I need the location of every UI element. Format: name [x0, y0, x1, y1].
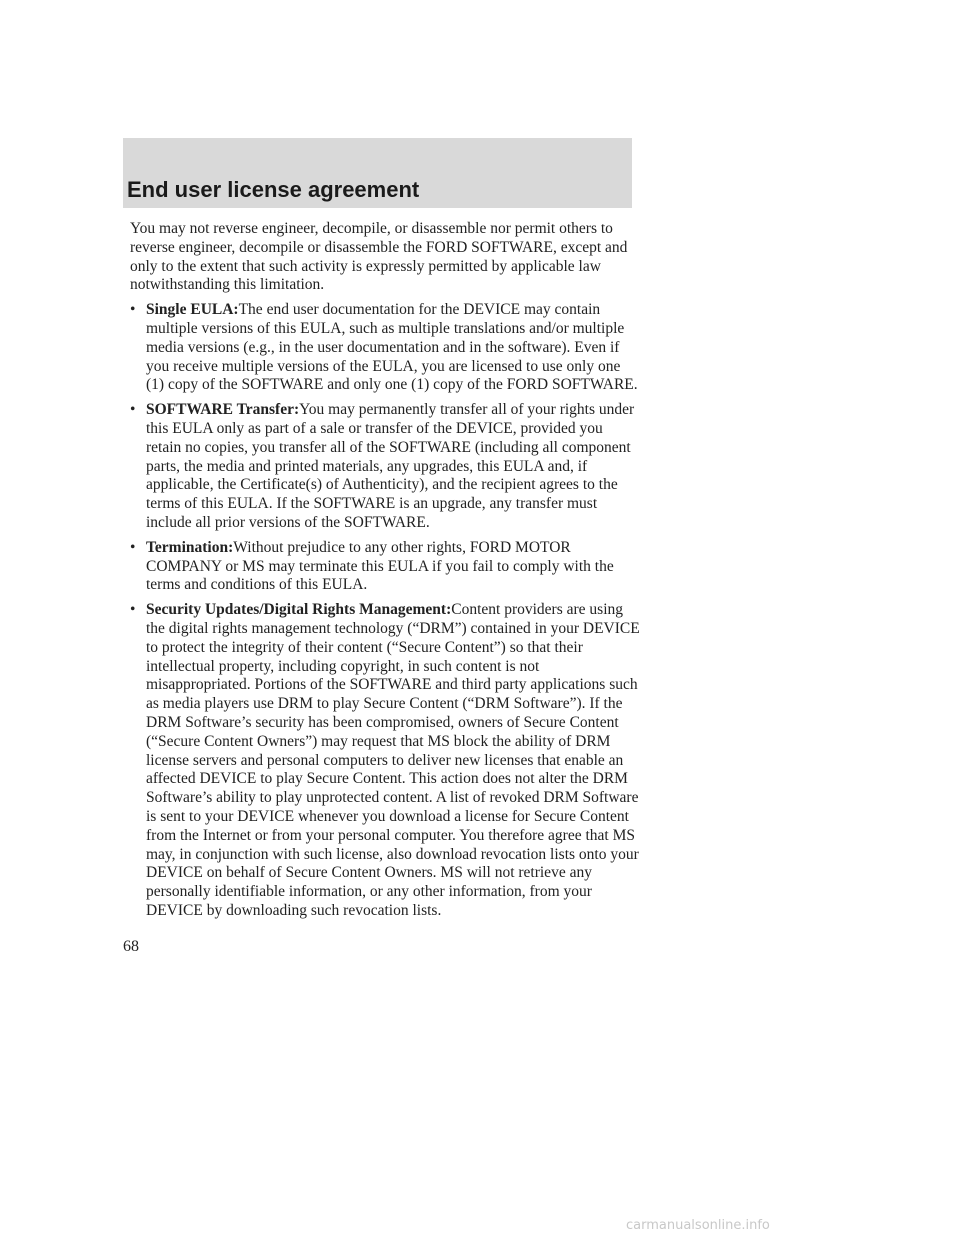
- bullet-text: Content providers are using the digital rights management technology (“DRM”) contained in your DEVICE to protect the integrity of their content (“Secure Content”) so that their intellectual property, including copyright, in such content is not misappropriated. Portions of the SOFTWARE and third party applications such as media players use DRM to play Secure Content (“DRM Software”). If the DRM Software’s security has been compromised, owners of Secure Content (“Secure Content Owners”) may request that MS block the ability of DRM license servers and personal computers to deliver new licenses that enable an affected DEVICE to play Secure Content. This action does not alter the DRM Software’s ability to play unprotected content. A list of revoked DRM Software is sent to your DEVICE whenever you download a license for Secure Content from the Internet or from your personal computer. You therefore agree that MS may, in conjunction with such license, also download revocation lists onto your DEVICE on behalf of Secure Content Owners. MS will not retrieve any personally identifiable information, or any other information, from your DEVICE by downloading such revocation lists.: [146, 601, 640, 919]
- bullet-software-transfer: [130, 401, 640, 533]
- header-band: [123, 138, 632, 208]
- bullet-term: SOFTWARE Transfer:: [146, 401, 300, 419]
- bullet-security-updates-drm: [130, 601, 640, 921]
- bullet-text: You may permanently transfer all of your rights under this EULA only as part of a sale or transfer of the DEVICE, provided you retain no copies, you transfer all of the SOFTWARE (including all component parts, the media and printed materials, any upgrades, this EULA and, if applicable, the Certificate(s) of Authenticity), and the recipient agrees to the terms of this EULA. If the SOFTWARE is an upgrade, any transfer must include all prior versions of the SOFTWARE.: [146, 401, 635, 531]
- bullet-dot: •: [130, 601, 136, 619]
- bullet-dot: •: [130, 401, 136, 419]
- bullet-single-eula: [130, 301, 640, 395]
- page-number: 68: [123, 938, 139, 955]
- page-title: End user license agreement: [127, 177, 420, 202]
- bullet-termination: [130, 539, 640, 595]
- bullet-term: Termination:: [146, 538, 234, 556]
- bullet-text: Without prejudice to any other rights, FORD MOTOR COMPANY or MS may terminate this EULA if you fail to comply with the terms and conditions of this EULA.: [146, 538, 614, 594]
- bullet-dot: •: [130, 538, 136, 556]
- bullet-dot: •: [130, 301, 136, 319]
- intro-paragraph: You may not reverse engineer, decompile, or disassemble nor permit others to reverse engineer, decompile or disassemble the FORD SOFTWARE, except and only to the extent that such activity is expressly permitted by applicable law notwithstanding this limitation.: [130, 220, 628, 294]
- bullet-term: Security Updates/Digital Rights Management:: [146, 601, 452, 619]
- document-body: [130, 220, 640, 921]
- bullet-text: The end user documentation for the DEVICE may contain multiple versions of this EULA, such as multiple translations and/or multiple media versions (e.g., in the user documentation and in the software). Even if you receive multiple versions of the EULA, you are licensed to use only one (1) copy of the SOFTWARE and only one (1) copy of the FORD SOFTWARE.: [146, 301, 638, 394]
- bullet-term: Single EULA:: [146, 301, 239, 319]
- watermark-text: carmanualsonline.info: [626, 1218, 770, 1233]
